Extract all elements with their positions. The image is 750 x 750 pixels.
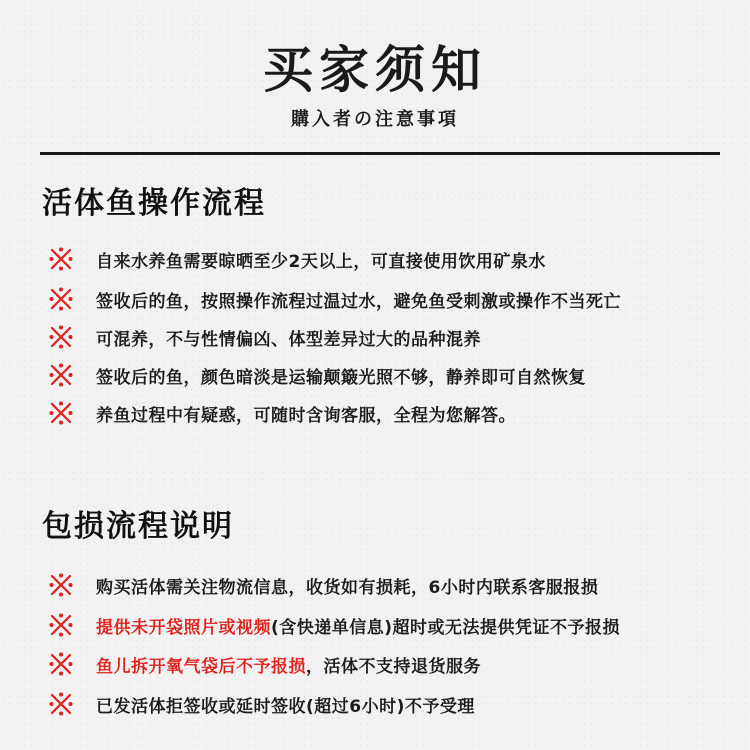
list-item [48, 398, 516, 428]
divider [40, 152, 720, 155]
list-item-text: 养鱼过程中有疑惑，可随时含询客服，全程为您解答。 [96, 405, 516, 426]
list-item-text-rest: ，活体不支持退货服务 [306, 656, 481, 677]
highlight-text: 鱼儿拆开氧气袋后不予报损 [96, 656, 306, 677]
reference-mark-icon [48, 246, 74, 272]
reference-mark-icon [48, 286, 74, 312]
list-item-text: 自来水养鱼需要晾晒至少2天以上，可直接使用饮用矿泉水 [96, 251, 546, 272]
list-item [48, 284, 621, 314]
reference-mark-icon [48, 612, 74, 638]
list-item-text [96, 613, 620, 638]
list-item-text: 签收后的鱼，颜色暗淡是运输颠簸光照不够，静养即可自然恢复 [96, 367, 586, 388]
reference-mark-icon [48, 362, 74, 388]
section-heading-damage-claims: 包损流程说明 [42, 509, 234, 544]
list-item [48, 570, 598, 600]
list-item [48, 649, 481, 679]
list-item-text: 可混养，不与性情偏凶、体型差异过大的品种混养 [96, 329, 481, 350]
list-item [48, 610, 620, 640]
list-item [48, 322, 481, 352]
page-title: 买家须知 [263, 41, 487, 99]
list-item [48, 689, 475, 719]
reference-mark-icon [48, 651, 74, 677]
page-subtitle: 購入者の注意事項 [291, 109, 459, 130]
section-heading-fish-handling: 活体鱼操作流程 [42, 186, 266, 221]
highlight-text: 提供未开袋照片或视频 [96, 617, 271, 638]
list-item-text: 签收后的鱼，按照操作流程过温过水，避免鱼受刺激或操作不当死亡 [96, 291, 621, 312]
list-item-text [96, 652, 481, 677]
list-item-text: 购买活体需关注物流信息，收货如有损耗，6小时内联系客服报损 [96, 577, 599, 598]
reference-mark-icon [48, 400, 74, 426]
list-item-text-rest: (含快递单信息)超时或无法提供凭证不予报损 [271, 617, 621, 638]
list-item [48, 360, 586, 390]
reference-mark-icon [48, 324, 74, 350]
list-item [48, 244, 546, 274]
list-item-text: 已发活体拒签收或延时签收(超过6小时)不予受理 [96, 696, 475, 717]
reference-mark-icon [48, 572, 74, 598]
reference-mark-icon [48, 691, 74, 717]
